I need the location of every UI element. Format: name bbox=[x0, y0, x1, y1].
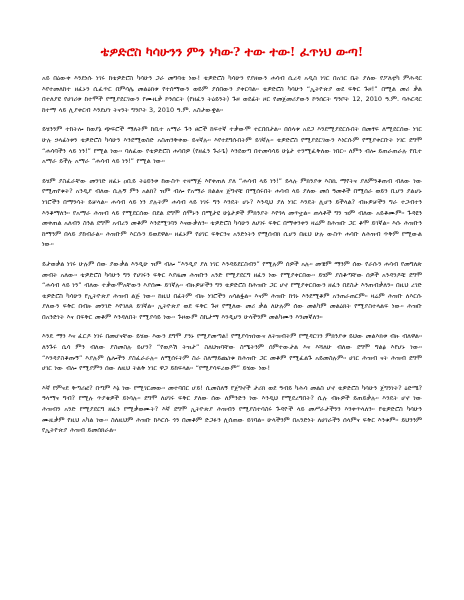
body-paragraph: ይሄም ያስፈራቸው መንገድ ዘፈኑ ዐቢይ ትዕይንቱ ከውስጥ ተዛማጅ እየቀጠለ ያለ “ሐሳብ ላይ ነን!” ይላሉ ምክንያቱ እስኪ ማየትና ያለምንቆጠብ ብለው ነው የሚጠየቁት? አንዲያ ብለው ሲሉኝ ምን አልክ? ዝም ብሎ የአማራ ክልልና ጀግኖቹ በሚሰሩበት ሐሳብ ላይ ያለው መሰ ዓመቶች በሚሰራ ወይን ቢሆን ያልሆኑ ነገሮችን በማንሳት ይቻላል። ሐሳብ ላይ ነን ያሉትም ሐሳብ ላይ ነገሩ ግን እንዴት ሆኑ? እንዲህ ያለ ነገር እንዴት ሊሆን ይችላል? ብዙዎቻችን ግራ ተጋብተን እንቆማለን። የአማራ ሕዝብ ላይ የሚደርሰው በደል ደግሞ ሰሞኑን በሚታዩ ሁኔታዎች ምክንያት እየጎላ መጥቷል። ጠላቶች ግን ዝም ብለው አይቆሙም። ጉዳዩን መቀጠል አለብን ስንል ደግሞ አብረን መቆም እንደሚገባን እናውቃለን። ቴዎድሮስ ካሳሁን ለሀገሩ ፍቅር በማቀንቀን ዛሬም ከሕዝቡ ጋር ቆሞ ይገኛል። እሱ ሕዝቡን ከማንም በላይ ያከብራል። ሕዝቡም እርሱን ይወደዋል። ዘፈኑም የሀገር ፍቅርንና አንድነትን የሚሰብክ ሲሆን በዚህ ሁሉ ውስጥ ሐሳቡ ለሕዝብ ጥቅም የሚውል ነው። bbox=[42, 176, 422, 249]
body-paragraph: አይ በዕውቀ እንደነሱ ነገሩ ከቴዎድሮስ ካሳሁን ጋራ መግባቴ ነው! ቴዎድሮስ ካሳሁን የያዘውን ሐሳብ ሲረዳ አዲስ ነገር በአገር ቤት ያለው የፖለቲካ ምሕዳር እየተመለከተ ዘፈኑን ሲፈጥር በምሳሌ መልዕክቱ የተሰማውን ወይም ያሰበውን ያቀርባል። ቴዎድሮስ ካሳሁን “ኢትዮጵያ ወደ ፍቅር ጉዞ!” በሚል መሪ ቃል በተለያዩ የሀገሪቱ ከተሞች የሚያደርገውን የሙዚቃ ኮንሰርት (የዘፈን ትዕይንት) ጉዞ ወደፊት ዞር የመጀመሪያውን ኮንሰርት ግንቦት 12, 2010 ዓ.ም. ባሕርዳር ከተማ ላይ ሊያቀርብ እንደሆነ ትናንት ግንቦት 3, 2010 ዓ.ም. አስታውቋል። bbox=[42, 74, 422, 114]
body-paragraph: ይሄንንም ተከትሎ ከወያኔ ጭፍሮች ማለትም ከቢተ አማራ ጉን ፀሮች ከፍተኛ ተቃውሞ ተርበበታል። በሰላቱ አደጋ እንደሚያደርሱበት በመፃፍ ለሚደርሰው ነገር ሁሉ ኃላፊነቱን ቴዎድሮስ ካሳሁን እንደሚወስድ አስጠንቅቀው ይናኛሉ። እየተደግሱበትም ይገኛሉ። ቴዎድሮስ የሚያደርገውን እነርሱም የሚያቀርቡት ነገር ደግሞ “ሐሳባችን ላይ ነን!” የሚል ነው። ባለፈው የቴዎድሮስ ሐሳበዎ (የዘፈን ጉራጌ) እንደወጣ በተመሳሳይ ሁኔታ ተንሚፈቅለው ነበር። ለምን ብሎ ይጠራጠራሉ የቢተ አማራ ይችሉ አማራ “ሐሳብ ላይ ነን!” የሚል ነው። bbox=[42, 125, 422, 166]
body-paragraph: እንዴ ማን እና ፈርዶ ነገሩ በመሆናቸው ይሄው እውን ደግሞ ያንኑ የሚያመጣል! የሚያሳዝነውና ለትዝብትም የሚዳርገን ምክንያቱ ይህው መልእክቱ ብዙ ብለዋል። ለንጉሩ ሴሳ ምን ብለው ያስመስሉ ይሆን? “የወዶሽ ትዝታ” ስለህዝባቸው ስሜትንም ሰምተውታል እና እሻለሁ ብለው ደግሞ ግልፅ እየሆኑ ነው። “እንዳያስቆጡኝ” እያሉም ሌሎችን ያስፈራራሉ። ለሚሰሩትም ስራ ስለማይጨነቁ ከሕዝቡ ጋር መቆም የሚፈልጉ አይመስሉም። ሀገር ሕዝብ ናት ሕዝብ ደግሞ ሀገር ነው ብሎ የሚያምን ሰው ለዚህ ትልቅ ነገር ዋጋ ይከፍላል። “የሚያሳፍረውም” ይሄው ነው! bbox=[42, 332, 422, 373]
document-body bbox=[42, 73, 422, 436]
body-paragraph: እኛ የምናደ ቅጣሪፎ? በጣም እኔ ነው የሚገርመው። መተባበር ሆይ! ሲመስለኝ የጀግኖች ታሪክ ወደ ዓብይ ካሕሳ መልስ ሆኖ ቴዎድሮስ ካሳሁን ጀግንነት? ዕድሜ? ዓላማና ግብ? የሚሉ ጥያቄዎች ይነሳሉ። ደግሞ ለሀገሩ ፍቅር ያለው ሰው ለምንድን ነው እንዲህ የሚደረግበት? ሲሉ ብዙዎች ይጠይቃሉ። እንዴት ሆኖ ነው ሕዝብን አንድ የሚያደርግ ዘፈን የሚቃወሙት? እኛ ደግሞ ኢትዮጵያ ሕዝብን የሚያስተሳስሩ ጉዳዮች ላይ መሥራታችንን እንቀጥላለን። የቴዎድሮስ ካሳሁን ሙዚቃም የዚህ አካል ነው። ስለዚህም ሕዝቡ ከእርሱ ጎን በመቆም ድጋፉን ሊሰጠው ይገባል። ሁላችንም በአንድነት ለሀገራችን ሰላምና ፍቅር እንቁም። ይህንንም የኢትዮጵያ ሕዝብ ይመሰክራል። bbox=[42, 383, 422, 435]
document-title: ቴዎድሮስ ካሳሁንን ምን ነካው? ተው ተው! ፈጥነህ ውጣ! bbox=[100, 44, 364, 59]
body-paragraph: ይታወቃል ነገሩ ሁሉም ሰው ያውቃል እንዲሁ ዝም ብሎ “እንዲያ ያለ ነገር እንዳይደርስብን” የሚሉም ሰዎች አሉ። መቼም ማንም ሰው የራሱን ሐሳብ የመግለጽ መብት አለው። ቴዎድሮስ ካሳሁን ግን የሀገሩን ፍቅር እያዜመ ሕዝቡን አንድ የሚያደርግ ዘፈን ነው የሚያቀርበው። ይሄም ያስቆጣቸው ሰዎች አንዳንዶቹ ደግሞ “ሐሳብ ላይ ነን” ብለው ተቃውሞአቸውን እያሰሙ ይገኛሉ። ብዙዎቻችን ግን ቴዎድሮስ ከሕዝቡ ጋር ሆኖ የሚያቀርበውን ዘፈን በደስታ እንጠብቃለን። በዚህ ረገድ ቴዎድሮስ ካሳሁን የኢትዮጵያ ሕዝብ ልጅ ነው። ከዚህ በፊትም ብዙ ነገሮችን አሳልፏል። እናም ሕዝቡ ከጎኑ እንደሚቆም አንጠራጠርም። ዛሬም ሕዝቡ ለእርሱ ያለውን ፍቅር በብዙ መንገድ እየገለጸ ይገኛል። ኢትዮጵያ ወደ ፍቅር ጉዞ የሚለው መሪ ቃል ለሁሉም ሰው መልካም መልዕክት የሚያስተላልፍ ነው። ሕዝቡ በአንድነት እና በፍቅር መቆም እንዳለበት የሚያሳይ ነው። ጉዞውም ስኬታማ እንዲሆን ሁላችንም መልካሙን እንመኛለን። bbox=[42, 259, 422, 321]
